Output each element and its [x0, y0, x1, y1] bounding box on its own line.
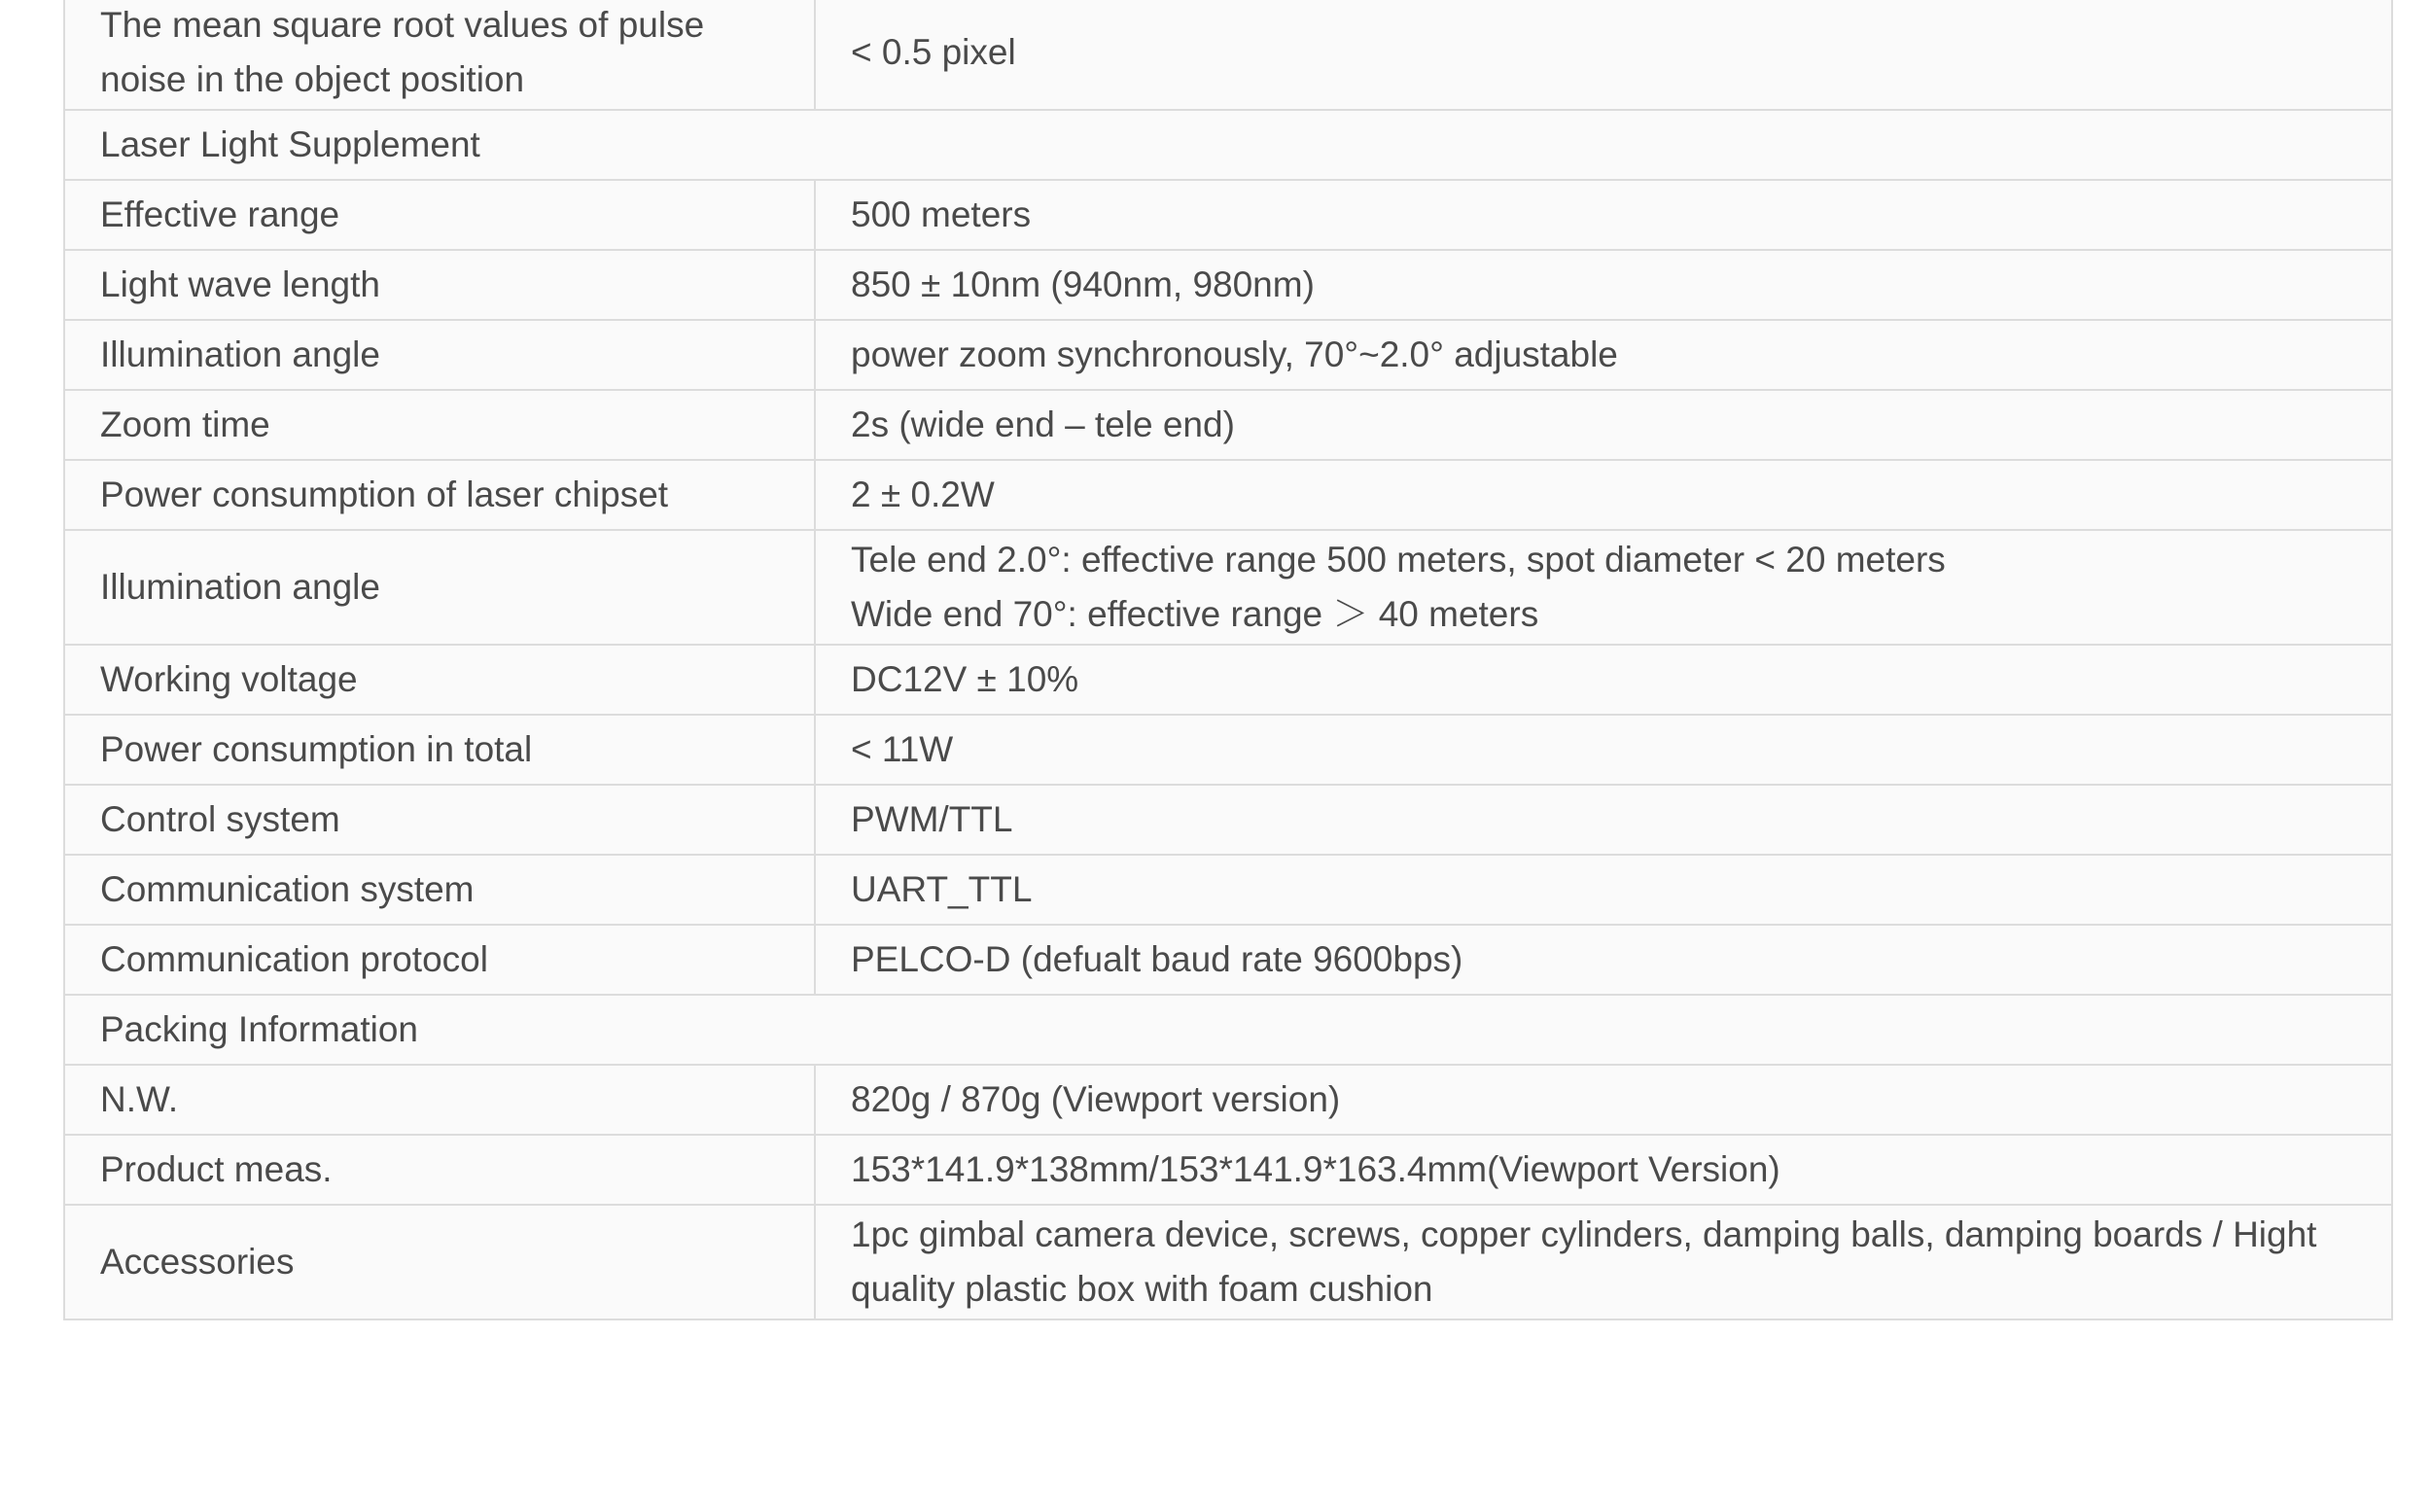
- table-row: [64, 0, 2392, 110]
- spec-label-cell: [64, 390, 815, 460]
- spec-label: Accessories: [100, 1242, 295, 1282]
- table-row: [64, 785, 2392, 855]
- spec-value: < 11W: [851, 729, 954, 769]
- spec-label-cell: [64, 715, 815, 785]
- spec-value: Wide end 70°: effective range ＞ 40 meters: [851, 594, 1539, 634]
- section-title: Packing Information: [100, 1009, 419, 1049]
- spec-value-cell: [815, 1135, 2392, 1205]
- spec-value: PELCO-D (defualt baud rate 9600bps): [851, 939, 1463, 979]
- table-row: [64, 180, 2392, 250]
- spec-value-cell: [815, 320, 2392, 390]
- spec-label: Illumination angle: [100, 334, 380, 374]
- spec-value-cell: [815, 925, 2392, 995]
- table-row: [64, 715, 2392, 785]
- spec-label-cell: [64, 1135, 815, 1205]
- spec-label: Power consumption of laser chipset: [100, 475, 669, 514]
- table-row: [64, 1135, 2392, 1205]
- spec-label-cell: [64, 645, 815, 715]
- table-row: [64, 530, 2392, 645]
- spec-table-body: [64, 0, 2392, 1319]
- spec-value: Tele end 2.0°: effective range 500 meters, spot diameter < 20 meters: [851, 540, 1946, 580]
- spec-label-cell: [64, 1205, 815, 1319]
- section-header-row: [64, 995, 2392, 1065]
- spec-label: Effective range: [100, 194, 340, 234]
- spec-value: UART_TTL: [851, 869, 1033, 909]
- spec-label-cell: [64, 530, 815, 645]
- spec-value-cell: [815, 785, 2392, 855]
- spec-value-cell: [815, 645, 2392, 715]
- table-row: [64, 320, 2392, 390]
- spec-value-cell: [815, 1205, 2392, 1319]
- spec-label: Communication protocol: [100, 939, 488, 979]
- spec-value: 2 ± 0.2W: [851, 475, 995, 514]
- table-row: [64, 390, 2392, 460]
- spec-label: Communication system: [100, 869, 475, 909]
- spec-label: Illumination angle: [100, 567, 380, 607]
- spec-label: Control system: [100, 799, 340, 839]
- spec-value-cell: [815, 180, 2392, 250]
- spec-value: 850 ± 10nm (940nm, 980nm): [851, 264, 1315, 304]
- section-title-cell: [64, 110, 2392, 180]
- table-row: [64, 855, 2392, 925]
- spec-value: power zoom synchronously, 70°~2.0° adjustable: [851, 334, 1618, 374]
- spec-value: quality plastic box with foam cushion: [851, 1269, 1433, 1309]
- spec-value-cell: [815, 715, 2392, 785]
- spec-label: Zoom time: [100, 404, 270, 444]
- spec-label: Working voltage: [100, 659, 358, 699]
- table-row: [64, 645, 2392, 715]
- spec-value: < 0.5 pixel: [851, 32, 1016, 72]
- spec-value-cell: [815, 460, 2392, 530]
- table-row: [64, 1205, 2392, 1319]
- table-row: [64, 460, 2392, 530]
- spec-label-cell: [64, 460, 815, 530]
- spec-label: The mean square root values of pulse: [100, 5, 705, 45]
- spec-label: Product meas.: [100, 1149, 333, 1189]
- spec-label-cell: [64, 1065, 815, 1135]
- spec-value: 2s (wide end – tele end): [851, 404, 1235, 444]
- spec-value-cell: [815, 1065, 2392, 1135]
- spec-label-cell: [64, 180, 815, 250]
- spec-table: [63, 0, 2393, 1320]
- spec-label: Power consumption in total: [100, 729, 533, 769]
- spec-label-cell: [64, 320, 815, 390]
- spec-label-cell: [64, 785, 815, 855]
- section-title: Laser Light Supplement: [100, 124, 480, 164]
- spec-label-cell: [64, 925, 815, 995]
- spec-label: Light wave length: [100, 264, 380, 304]
- spec-value-cell: [815, 390, 2392, 460]
- spec-value: 820g / 870g (Viewport version): [851, 1079, 1341, 1119]
- spec-value-cell: [815, 530, 2392, 645]
- spec-value-cell: [815, 250, 2392, 320]
- spec-value-cell: [815, 855, 2392, 925]
- spec-label: noise in the object position: [100, 59, 525, 99]
- section-header-row: [64, 110, 2392, 180]
- spec-label-cell: [64, 855, 815, 925]
- spec-label-cell: [64, 0, 815, 110]
- spec-value: DC12V ± 10%: [851, 659, 1079, 699]
- spec-value: PWM/TTL: [851, 799, 1013, 839]
- table-row: [64, 925, 2392, 995]
- table-row: [64, 1065, 2392, 1135]
- table-row: [64, 250, 2392, 320]
- spec-label-cell: [64, 250, 815, 320]
- section-title-cell: [64, 995, 2392, 1065]
- spec-label: N.W.: [100, 1079, 179, 1119]
- spec-value: 153*141.9*138mm/153*141.9*163.4mm(Viewport Version): [851, 1149, 1780, 1189]
- spec-value-cell: [815, 0, 2392, 110]
- spec-value: 500 meters: [851, 194, 1032, 234]
- spec-value: 1pc gimbal camera device, screws, copper cylinders, damping balls, damping boards / Hight: [851, 1214, 2317, 1254]
